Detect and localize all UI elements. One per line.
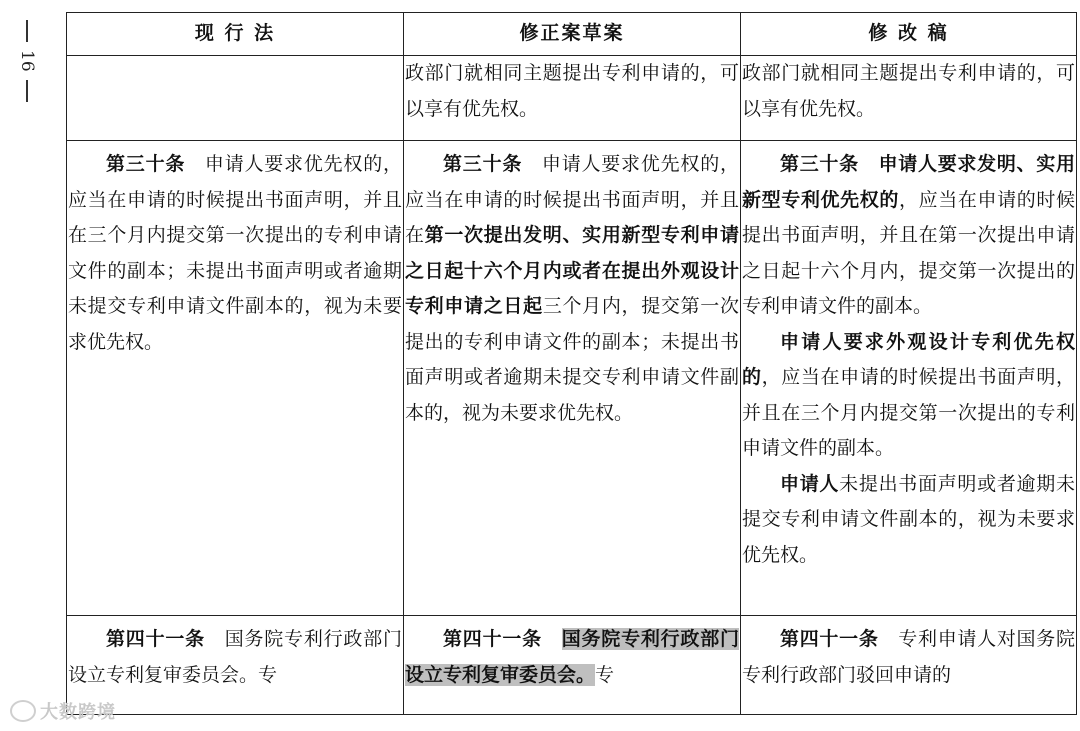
table-row [67,616,1077,715]
header-current-law: 现 行 法 [67,13,404,56]
article-30-revised-p1 [742,147,1075,325]
article-41-current [68,622,402,693]
article-30-revised-p3-bold: 申请人 [780,472,840,495]
watermark-text: 大数跨境 [40,702,116,723]
article-30-revised-p2 [742,325,1075,467]
article-30-revised-p2-text: ，应当在申请的时候提出书面声明，并且在三个月内提交第一次提出的专利申请文件的副本。 [742,366,1075,459]
article-30-title: 第三十条 [443,153,523,175]
article-30-revised-p1-bold: 第三十条 申请人要求发明、实用新型专利优先权的 [742,153,1075,211]
comparison-table [66,12,1077,715]
header-row [67,13,1077,56]
row3-current-law [67,616,404,715]
watermark-logo-icon [10,700,36,722]
row2-draft-amendment [404,141,741,616]
article-41-title: 第四十一条 [443,628,542,650]
page-number-margin [14,16,40,136]
article-30-revised-p2-bold: 申请人要求外观设计专利优先权的 [742,330,1075,388]
row2-current-law [67,141,404,616]
article-30-revised-p3-text: 未提出书面声明或者逾期未提交专利申请文件副本的，视为未要求优先权。 [742,472,1075,566]
row3-revised-draft [741,616,1077,715]
article-41-revised-text: 专利申请人对国务院专利行政部门驳回申请的 [742,628,1075,686]
article-30-draft-bold-change: 第一次提出发明、实用新型专利申请之日起十六个月内或者在提出外观设计专利申请之日起 [405,224,739,317]
row3-draft-amendment [404,616,741,715]
article-41-revised [742,622,1075,693]
article-30-draft-text-c: 三个月内，提交第一次提出的专利申请文件的副本；未提出书面声明或者逾期未提交专利申请文件副本的，视为未要求优先权。 [405,295,739,424]
article-41-draft [405,622,739,693]
article-41-current-text: 国务院专利行政部门设立专利复审委员会。专 [68,628,402,686]
row1-draft-text: 政部门就相同主题提出专利申请的，可以享有优先权。 [405,62,739,120]
row1-revised-text: 政部门就相同主题提出专利申请的，可以享有优先权。 [742,62,1075,120]
article-41-title: 第四十一条 [106,628,205,650]
article-41-title: 第四十一条 [780,628,879,650]
article-41-draft-highlight: 国务院专利行政部门设立专利复审委员会。 [405,628,739,686]
article-30-title: 第三十条 [106,153,186,175]
table-row [67,56,1077,141]
table-row [67,141,1077,616]
page-number-dash-bottom [26,80,28,102]
watermark [10,698,116,724]
article-41-draft-text: 专 [595,663,615,686]
article-30-revised-p3 [742,467,1075,574]
row1-current-law [67,56,404,141]
article-30-current [68,147,402,360]
row1-revised-draft [741,56,1077,141]
page-number-dash-top [26,20,28,42]
article-41-draft-space [542,628,562,650]
page-number: 16 [17,50,37,72]
article-30-revised-p1-text: ，应当在申请的时候提出书面声明，并且在第一次提出申请之日起十六个月内，提交第一次提出的专利申请文件的副本。 [742,188,1075,317]
header-draft-amendment: 修正案草案 [404,13,741,56]
row1-draft-amendment [404,56,741,141]
header-revised-draft: 修 改 稿 [741,13,1077,56]
row2-revised-draft [741,141,1077,616]
article-30-current-text: 申请人要求优先权的，应当在申请的时候提出书面声明，并且在三个月内提交第一次提出的专利申请文件的副本；未提出书面声明或者逾期未提交专利申请文件副本的，视为未要求优先权。 [68,153,402,353]
article-30-draft-text-a: 申请人要求优先权的，应当在申请的时候提出书面声明，并且在 [405,153,739,246]
article-30-draft [405,147,739,431]
